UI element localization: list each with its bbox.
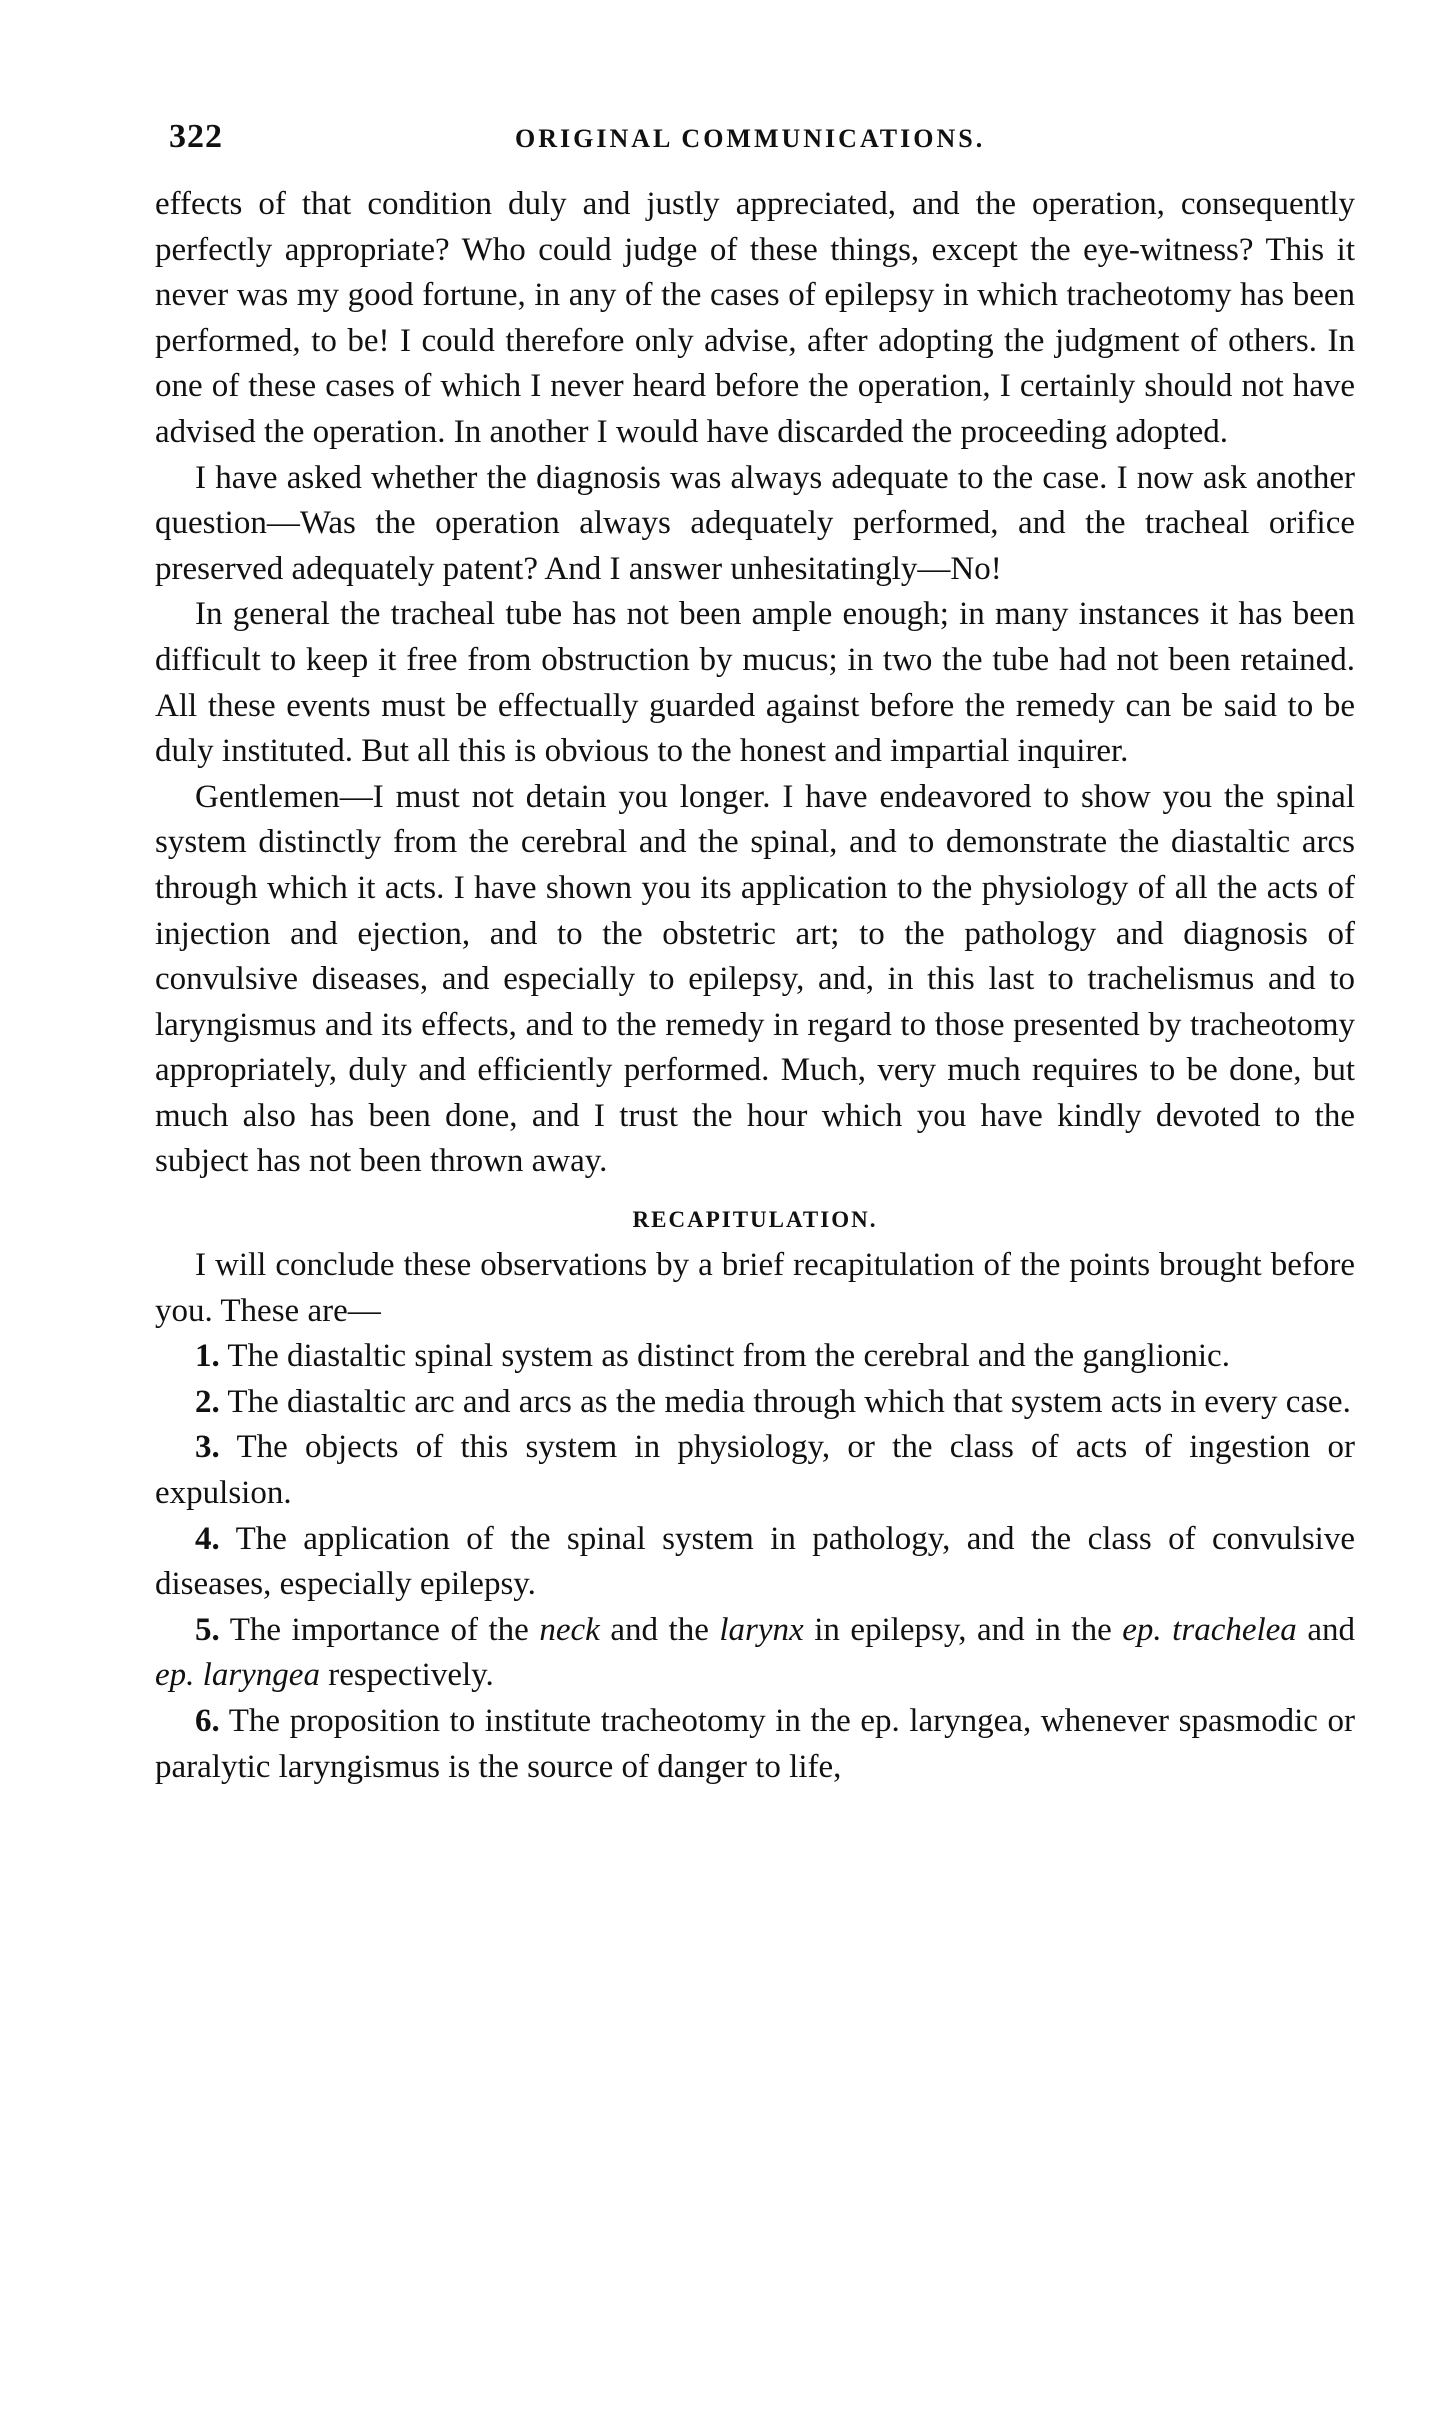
list-item bbox=[155, 1608, 1355, 1699]
italic-term: neck bbox=[539, 1611, 600, 1648]
text-run: and the bbox=[599, 1611, 720, 1648]
recap-list bbox=[155, 1334, 1355, 1790]
list-item bbox=[155, 1334, 1355, 1380]
running-title: ORIGINAL COMMUNICATIONS. bbox=[515, 124, 986, 153]
list-item bbox=[155, 1380, 1355, 1426]
list-item bbox=[155, 1425, 1355, 1516]
paragraph: Gentlemen—I must not detain you longer. I have endeavored to show you the spinal system distinctly from the cerebral and the spinal, and to demonstrate the diastaltic arcs through which it acts. I have shown you its application to the physiology of all the acts of injection and ejection, and to the obstetric art; to the pathology and diagnosis of convulsive diseases, and especially to epilepsy, and, in this last to trachelismus and to laryngismus and its effects, and to the remedy in regard to those presented by tracheotomy appropriately, duly and efficiently performed. Much, very much requires to be done, but much also has been done, and I trust the hour which you have kindly devoted to the subject has not been thrown away. bbox=[155, 778, 1355, 1180]
paragraph: In general the tracheal tube has not been ample enough; in many instances it has been difficult to keep it free from obstruction by mucus; in two the tube had not been retained. All these events must be effectually guarded against before the remedy can be said to be duly instituted. But all this is obvious to the honest and impartial inquirer. bbox=[155, 596, 1355, 770]
text-run: The importance of the bbox=[229, 1611, 540, 1648]
list-item-text: The application of the spinal system in pathology, and the class of convulsive diseases, especially epilepsy. bbox=[155, 1520, 1355, 1603]
page-number: 322 bbox=[169, 118, 223, 155]
italic-term: ep. laryngea bbox=[155, 1657, 320, 1694]
list-item-text: The diastaltic arc and arcs as the media through which that system acts in every case. bbox=[227, 1383, 1351, 1420]
italic-term: larynx bbox=[719, 1611, 804, 1648]
text-run: and bbox=[1296, 1611, 1355, 1648]
list-item-text: The objects of this system in physiology, or the class of acts of ingestion or expulsion. bbox=[155, 1429, 1356, 1512]
recap-intro: I will conclude these observations by a brief recapitulation of the points brought before you. These are— bbox=[155, 1247, 1355, 1329]
list-item-text bbox=[155, 1612, 1355, 1694]
list-item-text: The diastaltic spinal system as distinct from the cerebral and the ganglionic. bbox=[227, 1338, 1230, 1375]
text-run: respectively. bbox=[319, 1657, 494, 1694]
section-heading: RECAPITULATION. bbox=[632, 1207, 878, 1233]
list-item bbox=[155, 1517, 1355, 1608]
italic-term: ep. trachelea bbox=[1122, 1611, 1297, 1648]
list-item-number: 5. bbox=[195, 1611, 220, 1648]
text-run: in epilepsy, and in the bbox=[803, 1611, 1123, 1648]
list-item-number: 3. bbox=[195, 1429, 220, 1466]
list-item-number: 6. bbox=[195, 1703, 220, 1739]
list-item-number: 4. bbox=[195, 1520, 220, 1557]
running-head bbox=[155, 118, 1356, 160]
body-text bbox=[155, 182, 1355, 1185]
recapitulation bbox=[155, 1243, 1355, 1790]
list-item bbox=[155, 1699, 1355, 1790]
paragraph: I have asked whether the diagnosis was always adequate to the case. I now ask another question—Was the operation always adequately performed, and the tracheal orifice preserved adequately patent? And I answer unhesitatingly—No! bbox=[155, 459, 1355, 587]
list-item-text: The proposition to institute tracheotomy in the ep. laryngea, whenever spasmodic or paralytic laryngismus is the source of danger to life, bbox=[155, 1703, 1356, 1785]
paragraph-continued: effects of that condition duly and justly appreciated, and the operation, consequently perfectly appropriate? Who could judge of these things, except the eye-witness? This it never was my good fortune, in any of the cases of epilepsy in which tracheotomy has been performed, to be! I could therefore only advise, after adopting the judgment of others. In one of these cases of which I never heard before the operation, I certainly should not have advised the operation. In another I would have discarded the proceeding adopted. bbox=[155, 186, 1355, 450]
list-item-number: 1. bbox=[195, 1338, 220, 1375]
list-item-number: 2. bbox=[195, 1383, 220, 1420]
